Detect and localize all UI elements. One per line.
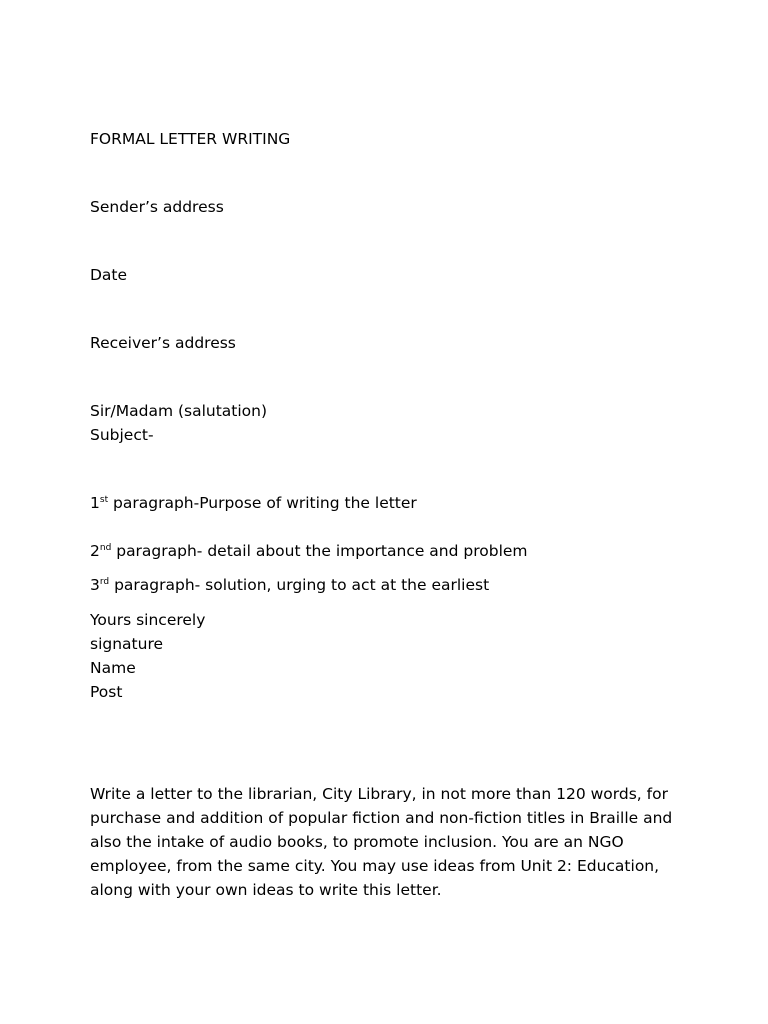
paragraph-1-number: 1 bbox=[90, 494, 100, 512]
paragraph-2-number: 2 bbox=[90, 542, 100, 560]
paragraph-2-ordinal: nd bbox=[99, 543, 112, 553]
paragraph-3-line bbox=[90, 573, 489, 597]
paragraph-2-text: paragraph- detail about the importance and problem bbox=[111, 542, 528, 560]
paragraph-3-text: paragraph- solution, urging to act at the earliest bbox=[109, 576, 490, 594]
paragraph-1-line bbox=[90, 491, 417, 515]
paragraph-1-text: paragraph-Purpose of writing the letter bbox=[108, 494, 417, 512]
subject-line: Subject- bbox=[90, 426, 154, 444]
paragraph-1-ordinal: st bbox=[99, 495, 109, 505]
salutation-line: Sir/Madam (salutation) bbox=[90, 402, 268, 420]
paragraph-3-number: 3 bbox=[90, 576, 100, 594]
name-line: Name bbox=[90, 659, 136, 677]
date-line: Date bbox=[90, 266, 128, 284]
receiver-address-line: Receiver’s address bbox=[90, 334, 236, 352]
document-title: FORMAL LETTER WRITING bbox=[90, 130, 291, 148]
question-paragraph: Write a letter to the librarian, City Library, in not more than 120 words, for purchase and addition of popular fiction and non-fiction titles in Braille and also the intake of audio books, to promote inclusion. You are an NGO employee, from the same city. You may use ideas from Unit 2: Education, along with your own ideas to write this letter. bbox=[90, 785, 673, 899]
sender-address-line: Sender’s address bbox=[90, 198, 224, 216]
signature-line: signature bbox=[90, 635, 164, 653]
paragraph-2-line bbox=[90, 539, 528, 563]
paragraph-3-ordinal: rd bbox=[99, 577, 110, 587]
sign-off-line: Yours sincerely bbox=[90, 611, 206, 629]
post-line: Post bbox=[90, 683, 123, 701]
